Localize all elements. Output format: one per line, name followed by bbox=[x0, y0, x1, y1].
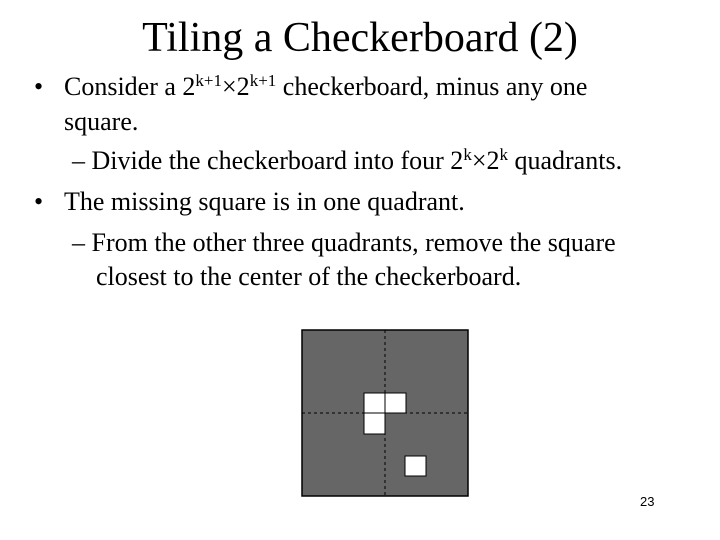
page-number: 23 bbox=[640, 494, 655, 509]
removed-square-top-left bbox=[364, 393, 385, 413]
bullet-marker-2: • bbox=[34, 187, 44, 216]
sub-bullet-2-text-a: From the other three quadrants, remove the square bbox=[91, 228, 616, 257]
sub-bullet-1-text-a: Divide the checkerboard into four 2 bbox=[91, 146, 464, 175]
bullet-1-text-a: Consider a 2 bbox=[64, 72, 196, 101]
bullet-1-exponent-1: k+1 bbox=[195, 71, 223, 90]
bullet-1-exponent-2: k+1 bbox=[249, 71, 277, 90]
removed-square-top-right bbox=[385, 393, 406, 413]
page-title: Tiling a Checkerboard (2) bbox=[142, 15, 578, 61]
sub-bullet-1-times: ×2 bbox=[471, 146, 500, 175]
bullet-1-times: ×2 bbox=[222, 72, 250, 101]
bullet-1-line-2: square. bbox=[64, 107, 139, 136]
bullet-2-line-1: The missing square is in one quadrant. bbox=[64, 187, 465, 216]
sub-bullet-2-dash: – bbox=[72, 228, 85, 257]
sub-bullet-2-line-2: closest to the center of the checkerboard. bbox=[96, 262, 522, 291]
sub-bullet-1-dash: – bbox=[72, 146, 85, 175]
bullet-marker-1: • bbox=[34, 72, 44, 101]
removed-square-bottom-left bbox=[364, 413, 385, 434]
sub-bullet-1-exponent-1: k bbox=[463, 145, 472, 164]
sub-bullet-1-exponent-2: k bbox=[499, 145, 508, 164]
bullet-1-text-b: checkerboard, minus any one bbox=[276, 72, 588, 101]
missing-square bbox=[405, 456, 426, 476]
sub-bullet-1-text-b: quadrants. bbox=[507, 146, 623, 175]
